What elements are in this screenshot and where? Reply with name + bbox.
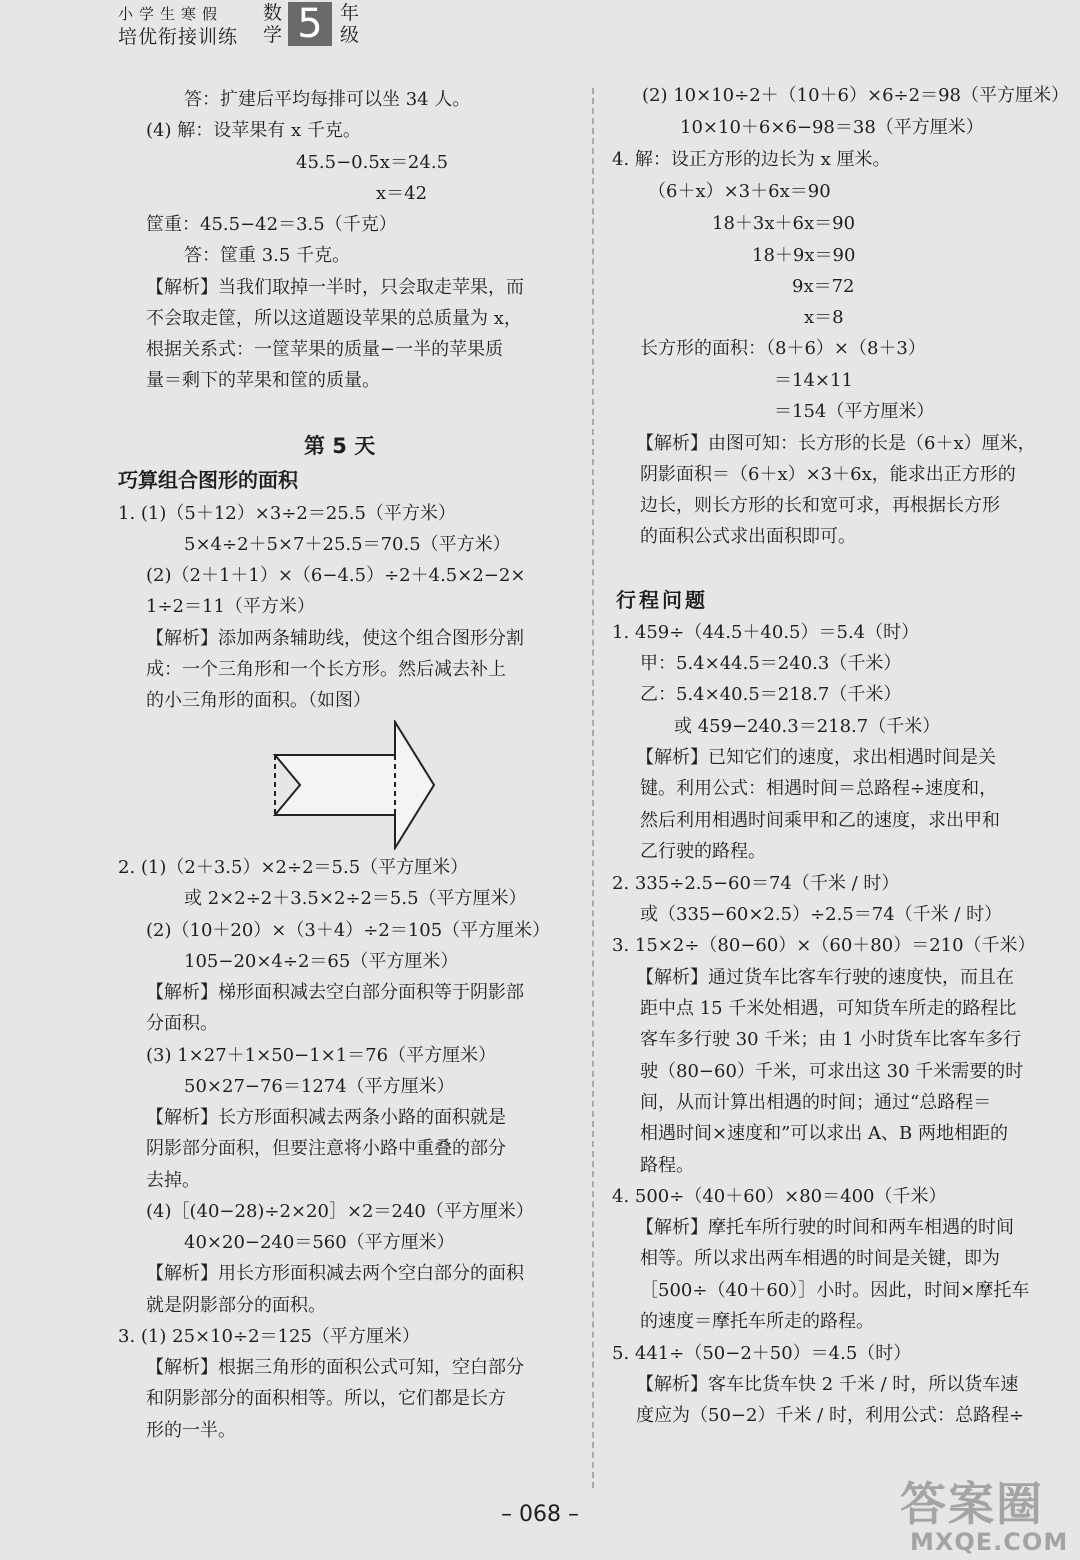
analysis-line: 【解析】长方形面积减去两条小路的面积就是 bbox=[146, 1107, 506, 1128]
solution-line: 长方形的面积：（8＋6）×（8＋3） bbox=[640, 338, 926, 359]
analysis-line: 不会取走筐，所以这道题设苹果的总质量为 x， bbox=[146, 308, 522, 329]
equation-line: 18＋3x＋6x＝90 bbox=[712, 213, 856, 234]
solution-line: 或 459−240.3＝218.7（千米） bbox=[674, 716, 941, 737]
analysis-line: 形的一半。 bbox=[146, 1420, 236, 1441]
solution-line: (2)（2＋1＋1）×（6−4.5）÷2＋4.5×2−2× bbox=[146, 565, 526, 586]
analysis-line: 【解析】通过货车比客车行驶的速度快，而且在 bbox=[636, 967, 1014, 988]
equation-line: 18＋9x＝90 bbox=[752, 245, 856, 266]
analysis-line: 然后利用相遇时间乘甲和乙的速度，求出甲和 bbox=[640, 810, 1000, 831]
analysis-line: 相遇时间×速度和”可以求出 A、B 两地相距的 bbox=[640, 1123, 1008, 1144]
analysis-line: 的速度＝摩托车所走的路程。 bbox=[640, 1311, 874, 1332]
analysis-line: 键。利用公式：相遇时间＝总路程÷速度和， bbox=[640, 778, 998, 799]
analysis-line: 分面积。 bbox=[146, 1013, 218, 1034]
solution-line: (4)［(40−28)÷2×20］×2＝240（平方厘米） bbox=[146, 1201, 534, 1222]
solution-line: 或 2×2÷2＋3.5×2÷2＝5.5（平方厘米） bbox=[184, 888, 527, 909]
analysis-line: 边长，则长方形的长和宽可求，再根据长方形 bbox=[640, 495, 1000, 516]
analysis-line: 客车多行驶 30 千米；由 1 小时货车比客车多行 bbox=[640, 1029, 1022, 1050]
solution-line: 甲：5.4×44.5＝240.3（千米） bbox=[640, 653, 902, 674]
solution-line: 10×10＋6×6−98＝38（平方厘米） bbox=[680, 117, 984, 138]
solution-line: 1. 459÷（44.5＋40.5）＝5.4（时） bbox=[612, 622, 920, 643]
solution-line: (2)（10＋20）×（3＋4）÷2＝105（平方厘米） bbox=[146, 920, 551, 941]
solution-line: 2. (1)（2＋3.5）×2÷2＝5.5（平方厘米） bbox=[118, 857, 469, 878]
equation-line: （6＋x）×3＋6x＝90 bbox=[648, 181, 831, 202]
composite-arrow-figure bbox=[266, 720, 438, 850]
analysis-line: ［500÷（40＋60）］小时。因此，时间×摩托车 bbox=[640, 1280, 1030, 1301]
solution-line: 或（335−60×2.5）÷2.5＝74（千米 / 时） bbox=[640, 904, 1003, 925]
solution-line: ＝154（平方厘米） bbox=[774, 401, 935, 422]
analysis-line: 【解析】梯形面积减去空白部分面积等于阴影部 bbox=[146, 982, 524, 1003]
solution-line: 乙：5.4×40.5＝218.7（千米） bbox=[640, 684, 902, 705]
analysis-line: 【解析】客车比货车快 2 千米 / 时，所以货车速 bbox=[636, 1374, 1019, 1395]
analysis-line: 阴影面积＝（6＋x）×3＋6x，能求出正方形的 bbox=[640, 464, 1016, 485]
watermark-logo-text: 答案圈 bbox=[900, 1477, 1044, 1531]
analysis-line: 的小三角形的面积。（如图） bbox=[146, 690, 371, 711]
day-title: 第 5 天 bbox=[304, 434, 376, 458]
solution-line: 5. 441÷（50−2＋50）＝4.5（时） bbox=[612, 1343, 912, 1364]
page-number: – 068 – bbox=[501, 1502, 579, 1527]
answer-line: 答：扩建后平均每排可以坐 34 人。 bbox=[184, 89, 471, 110]
solution-line: (4) 解：设苹果有 x 千克。 bbox=[146, 120, 361, 141]
solution-line: 筐重：45.5−42＝3.5（千克） bbox=[146, 214, 397, 235]
analysis-line: 成：一个三角形和一个长方形。然后减去补上 bbox=[146, 659, 506, 680]
analysis-line: 的面积公式求出面积即可。 bbox=[640, 526, 856, 547]
column-divider bbox=[592, 88, 594, 1488]
watermark-url: MXQE.COM bbox=[910, 1528, 1069, 1556]
analysis-line: 【解析】由图可知：长方形的长是（6＋x）厘米， bbox=[636, 433, 1036, 454]
analysis-line: 【解析】用长方形面积减去两个空白部分的面积 bbox=[146, 1263, 524, 1284]
solution-line: 50×27−76＝1274（平方厘米） bbox=[184, 1076, 455, 1097]
equation-line: x＝42 bbox=[376, 183, 428, 204]
site-watermark bbox=[900, 1468, 1070, 1558]
solution-line: 4. 解：设正方形的边长为 x 厘米。 bbox=[612, 149, 891, 170]
equation-line: 45.5−0.5x＝24.5 bbox=[296, 152, 449, 173]
header-series-line1: 小学生寒假 bbox=[118, 5, 224, 23]
analysis-line: 根据关系式：一筐苹果的质量−一半的苹果质 bbox=[146, 339, 504, 360]
solution-line: (3) 1×27＋1×50−1×1＝76（平方厘米） bbox=[146, 1045, 497, 1066]
analysis-line: 路程。 bbox=[640, 1155, 694, 1176]
equation-line: x＝8 bbox=[804, 307, 844, 328]
solution-line: 4. 500÷（40＋60）×80＝400（千米） bbox=[612, 1186, 947, 1207]
solution-line: 1. (1)（5＋12）×3÷2＝25.5（平方米） bbox=[118, 503, 456, 524]
analysis-line: 【解析】已知它们的速度，求出相遇时间是关 bbox=[636, 747, 996, 768]
analysis-line: 去掉。 bbox=[146, 1170, 200, 1191]
solution-line: 2. 335÷2.5−60＝74（千米 / 时） bbox=[612, 873, 900, 894]
analysis-line: 就是阴影部分的面积。 bbox=[146, 1295, 326, 1316]
solution-line: ＝14×11 bbox=[774, 370, 853, 391]
analysis-line: 量＝剩下的苹果和筐的质量。 bbox=[146, 370, 380, 391]
solution-line: 1÷2＝11（平方米） bbox=[146, 596, 315, 617]
analysis-line: 【解析】当我们取掉一半时，只会取走苹果，而 bbox=[146, 277, 524, 298]
section-title: 巧算组合图形的面积 bbox=[118, 468, 298, 492]
analysis-line: 和阴影部分的面积相等。所以，它们都是长方 bbox=[146, 1388, 506, 1409]
analysis-line: 度应为（50−2）千米 / 时，利用公式：总路程÷ bbox=[636, 1405, 1025, 1426]
analysis-line: 【解析】根据三角形的面积公式可知，空白部分 bbox=[146, 1357, 524, 1378]
analysis-line: 距中点 15 千米处相遇，可知货车所走的路程比 bbox=[640, 998, 1017, 1019]
solution-line: 3. (1) 25×10÷2＝125（平方厘米） bbox=[118, 1326, 420, 1347]
analysis-line: 乙行驶的路程。 bbox=[640, 841, 766, 862]
solution-line: (2) 10×10÷2＋（10＋6）×6÷2＝98（平方厘米） bbox=[642, 85, 1069, 106]
analysis-line: 相等。所以求出两车相遇的时间是关键，即为 bbox=[640, 1248, 1000, 1269]
header-subject: 数学 bbox=[263, 2, 283, 46]
header-grade-number: 5 bbox=[288, 2, 332, 46]
header-series-line2: 培优衔接训练 bbox=[118, 26, 239, 48]
answer-line: 答：筐重 3.5 千克。 bbox=[184, 245, 351, 266]
solution-line: 105−20×4÷2＝65（平方厘米） bbox=[184, 951, 459, 972]
analysis-line: 【解析】添加两条辅助线，使这个组合图形分割 bbox=[146, 628, 524, 649]
header-grade-unit: 年级 bbox=[340, 2, 360, 46]
equation-line: 9x＝72 bbox=[792, 276, 855, 297]
section-title: 行程问题 bbox=[616, 588, 708, 612]
solution-line: 5×4÷2＋5×7＋25.5＝70.5（平方米） bbox=[184, 534, 511, 555]
analysis-line: 阴影部分面积，但要注意将小路中重叠的部分 bbox=[146, 1138, 506, 1159]
analysis-line: 间，从而计算出相遇的时间；通过“总路程＝ bbox=[640, 1092, 992, 1113]
solution-line: 3. 15×2÷（80−60）×（60＋80）＝210（千米） bbox=[612, 935, 1036, 956]
analysis-line: 【解析】摩托车所行驶的时间和两车相遇的时间 bbox=[636, 1217, 1014, 1238]
analysis-line: 驶（80−60）千米，可求出这 30 千米需要的时 bbox=[640, 1061, 1024, 1082]
solution-line: 40×20−240＝560（平方厘米） bbox=[184, 1232, 455, 1253]
